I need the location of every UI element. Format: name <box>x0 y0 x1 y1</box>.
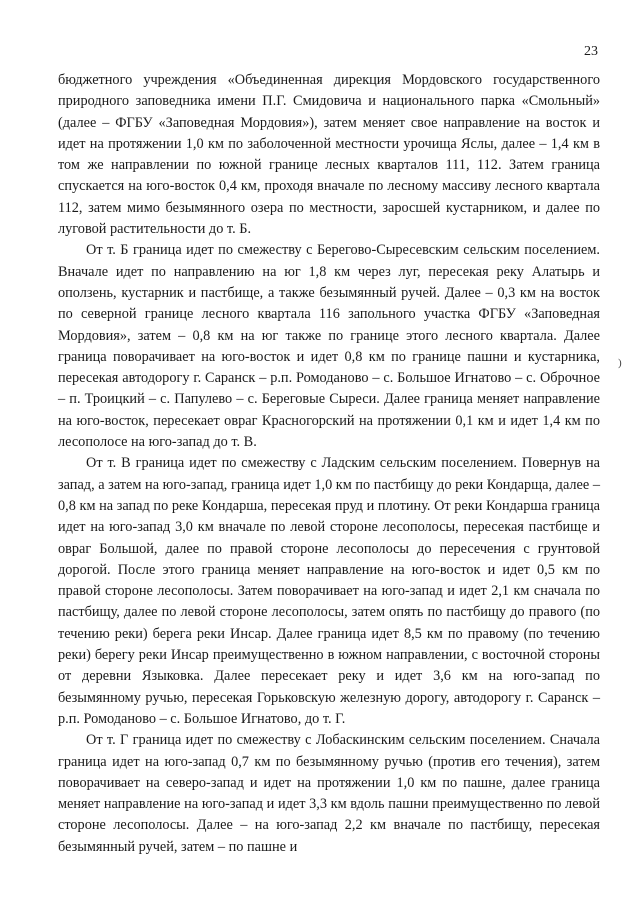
paragraph-point-b: От т. Б граница идет по смежеству с Берегово-Сыресевским сельским поселением. Вначале идет по направлению на юг 1,8 км через луг, пересекая реку Алатырь и оползень, кустарник и пастбище, а также безымянный ручей. Далее – 0,3 км на восток по северной границе лесного квартала 116 запольного участка ФГБУ «Заповедная Мордовия», затем – 0,8 км на юг также по границе этого лесного квартала. Далее граница поворачивает на юго-восток и идет 0,8 км по границе пашни и кустарника, пересекая автодорогу г. Саранск – р.п. Ромоданово – с. Большое Игнатово – с. Оброчное – п. Троицкий – с. Папулево – с. Береговые Сыреси. Далее граница меняет направление на юго-восток, пересекает овраг Красногорский на протяжении 0,1 км и идет 1,4 км по лесополосе на юго-запад до т. В. <box>58 242 600 451</box>
paragraph-point-v: От т. В граница идет по смежеству с Ладским сельским поселением. Повернув на запад, а затем на юго-запад, граница идет 1,0 км по пастбищу до реки Кондарща, далее – 0,8 км на запад по реке Кондарша, пересекая пруд и плотину. От реки Кондарша граница идет на юго-запад 3,0 км вначале по левой стороне лесополосы, пересекая пастбище и овраг Большой, далее по правой стороне лесополосы до пересечения с грунтовой дорогой. После этого граница меняет направление на юго-восток и идет 0,5 км по правой стороне лесополосы. Затем поворачивает на юго-запад и идет 2,1 км сначала по пастбищу, далее по левой стороне лесополосы, затем опять по пастбищу до правого (по течению реки) берега реки Инсар. Далее граница идет 8,5 км по правому (по течению реки) берегу реки Инсар преимущественно в южном направлении, с восточной стороны от деревни Языковка. Далее пересекает реку и идет 3,6 км на юго-запад по безымянному ручью, пересекая Горьковскую железную дорогу, автодорогу г. Саранск – р.п. Ромоданово – с. Большое Игнатово, до т. Г. <box>58 455 600 727</box>
page-number: 23 <box>584 44 598 59</box>
document-body <box>58 70 600 858</box>
paragraph-continuation: бюджетного учреждения «Объединенная дирекция Мордовского государственного природного заповедника имени П.Г. Смидовича и национального парка «Смольный» (далее – ФГБУ «Заповедная Мордовия»), затем меняет свое направление на восток и идет на протяжении 1,0 км по заболоченной местности урочища Яслы, далее – 1,4 км в том же направлении по южной границе лесных кварталов 111, 112. Затем граница спускается на юго-восток 0,4 км, проходя вначале по лесному массиву лесного квартала 112, затем мимо безымянного озера по местности, заросшей кустарником, и далее по луговой растительности до т. Б. <box>58 72 600 238</box>
margin-mark: ) <box>618 357 622 369</box>
paragraph-point-g: От т. Г граница идет по смежеству с Лобаскинским сельским поселением. Сначала граница идет на юго-запад 0,7 км по безымянному ручью (против его течения), затем поворачивает на северо-запад и идет на протяжении 1,0 км по пашне, далее граница меняет направление на юго-запад и идет 3,3 км вдоль пашни преимущественно по левой стороне лесополосы. Далее – на юго-запад 2,2 км вначале по пастбищу, пересекая безымянный ручей, затем – по пашне и <box>58 732 600 855</box>
